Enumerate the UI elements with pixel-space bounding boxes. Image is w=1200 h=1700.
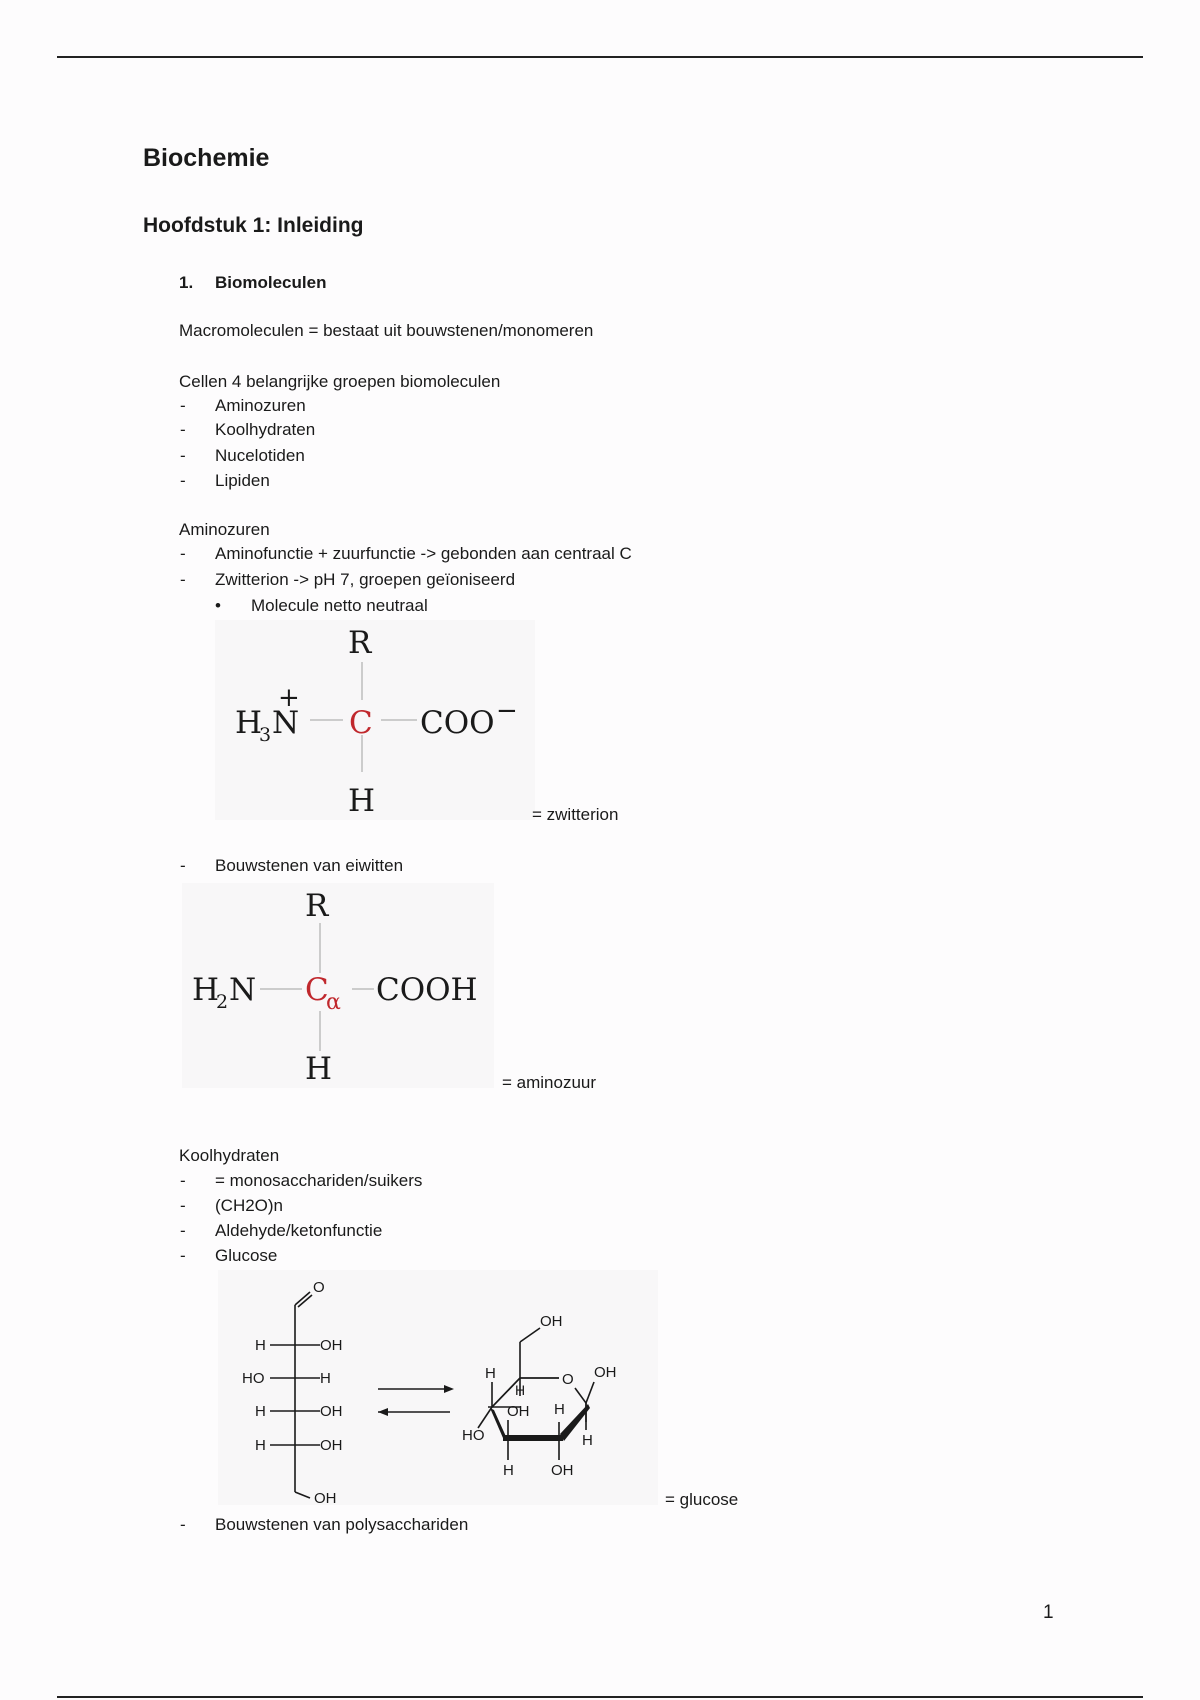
section-title: Biomoleculen (215, 273, 327, 292)
glucose-structure (218, 1270, 658, 1505)
carbohydrates-heading: Koolhydraten (179, 1146, 280, 1165)
chem-label-oh: OH (551, 1462, 574, 1479)
list-item: Koolhydraten (215, 420, 316, 439)
list-dash: - (180, 856, 186, 875)
chem-label-oh: OH (314, 1490, 337, 1505)
amino-subscript: 3 (259, 724, 272, 746)
macromolecules-line: Macromoleculen = bestaat uit bouwstenen/monomeren (179, 321, 594, 340)
list-dash: - (180, 1171, 186, 1190)
groups-intro: Cellen 4 belangrijke groepen biomoleculen (179, 372, 501, 391)
plus-charge: + (278, 683, 300, 713)
list-dash: - (180, 544, 186, 563)
chem-label-h: H (255, 1437, 266, 1454)
aminoacids-heading: Aminozuren (179, 520, 270, 539)
chem-label-ho: HO (462, 1427, 485, 1444)
carboxylate-group: COO (420, 705, 495, 741)
glucose-caption: = glucose (665, 1490, 739, 1509)
list-item: Glucose (215, 1246, 278, 1265)
list-dash: - (180, 570, 186, 589)
list-dash: - (180, 446, 186, 465)
chem-label-oh: OH (507, 1403, 530, 1420)
aminoacid-structure (182, 883, 494, 1088)
list-dash: - (180, 1246, 186, 1265)
chem-label-h: H (503, 1462, 514, 1479)
alpha-subscript: α (326, 990, 341, 1015)
list-item: (CH2O)n (215, 1196, 284, 1215)
chem-label-h: H (582, 1432, 593, 1449)
ring-oxygen: O (562, 1371, 574, 1388)
list-bullet: • (215, 596, 221, 615)
list-item: Bouwstenen van eiwitten (215, 856, 404, 875)
substituent-r: R (305, 888, 329, 924)
amino-subscript: 2 (216, 991, 229, 1013)
section-number: 1. (179, 273, 194, 292)
aminoacid-caption: = aminozuur (502, 1073, 597, 1092)
aldehyde-oxygen: O (313, 1279, 325, 1296)
zwitterion-structure (215, 620, 535, 820)
chem-label-oh: OH (320, 1437, 343, 1454)
amino-n: N (272, 705, 300, 741)
list-item: Zwitterion -> pH 7, groepen geïoniseerd (215, 570, 516, 589)
list-item: Lipiden (215, 471, 270, 490)
alpha-carbon: C (305, 972, 329, 1008)
list-dash: - (180, 1221, 186, 1240)
chem-label-h: H (255, 1403, 266, 1420)
list-item: Bouwstenen van polysacchariden (215, 1515, 469, 1534)
amino-h: H (192, 972, 220, 1008)
list-dash: - (180, 471, 186, 490)
zwitterion-caption: = zwitterion (532, 805, 619, 824)
hydrogen: H (348, 783, 376, 819)
central-carbon: C (349, 705, 373, 741)
chapter-heading: Hoofdstuk 1: Inleiding (143, 214, 364, 237)
chem-label-h: H (485, 1365, 496, 1382)
header-rule (57, 56, 1143, 58)
amino-n: N (229, 972, 257, 1008)
document-title: Biochemie (143, 144, 270, 172)
chem-label-h: H (255, 1337, 266, 1354)
chem-label-h: H (320, 1370, 331, 1387)
footer-rule (57, 1696, 1143, 1698)
chem-label-ho: HO (242, 1370, 265, 1387)
list-dash: - (180, 420, 186, 439)
chem-label-oh: OH (594, 1364, 617, 1381)
list-item: Aminofunctie + zuurfunctie -> gebonden aan centraal C (215, 544, 632, 563)
chem-label-h: H (515, 1382, 526, 1398)
list-subitem: Molecule netto neutraal (251, 596, 428, 615)
hydrogen: H (305, 1051, 333, 1087)
chem-label-oh: OH (540, 1313, 563, 1330)
list-dash: - (180, 1515, 186, 1534)
amino-h: H (235, 705, 263, 741)
minus-charge: − (496, 696, 518, 726)
carboxyl-group: COOH (376, 972, 478, 1008)
list-dash: - (180, 396, 186, 415)
chem-label-oh: OH (320, 1337, 343, 1354)
page-number: 1 (1043, 1602, 1054, 1623)
list-dash: - (180, 1196, 186, 1215)
list-item: Nucelotiden (215, 446, 305, 465)
substituent-r: R (348, 625, 372, 661)
chem-label-h: H (554, 1401, 565, 1418)
list-item: Aldehyde/ketonfunctie (215, 1221, 383, 1240)
chem-label-oh: OH (320, 1403, 343, 1420)
list-item: Aminozuren (215, 396, 306, 415)
list-item: = monosacchariden/suikers (215, 1171, 423, 1190)
